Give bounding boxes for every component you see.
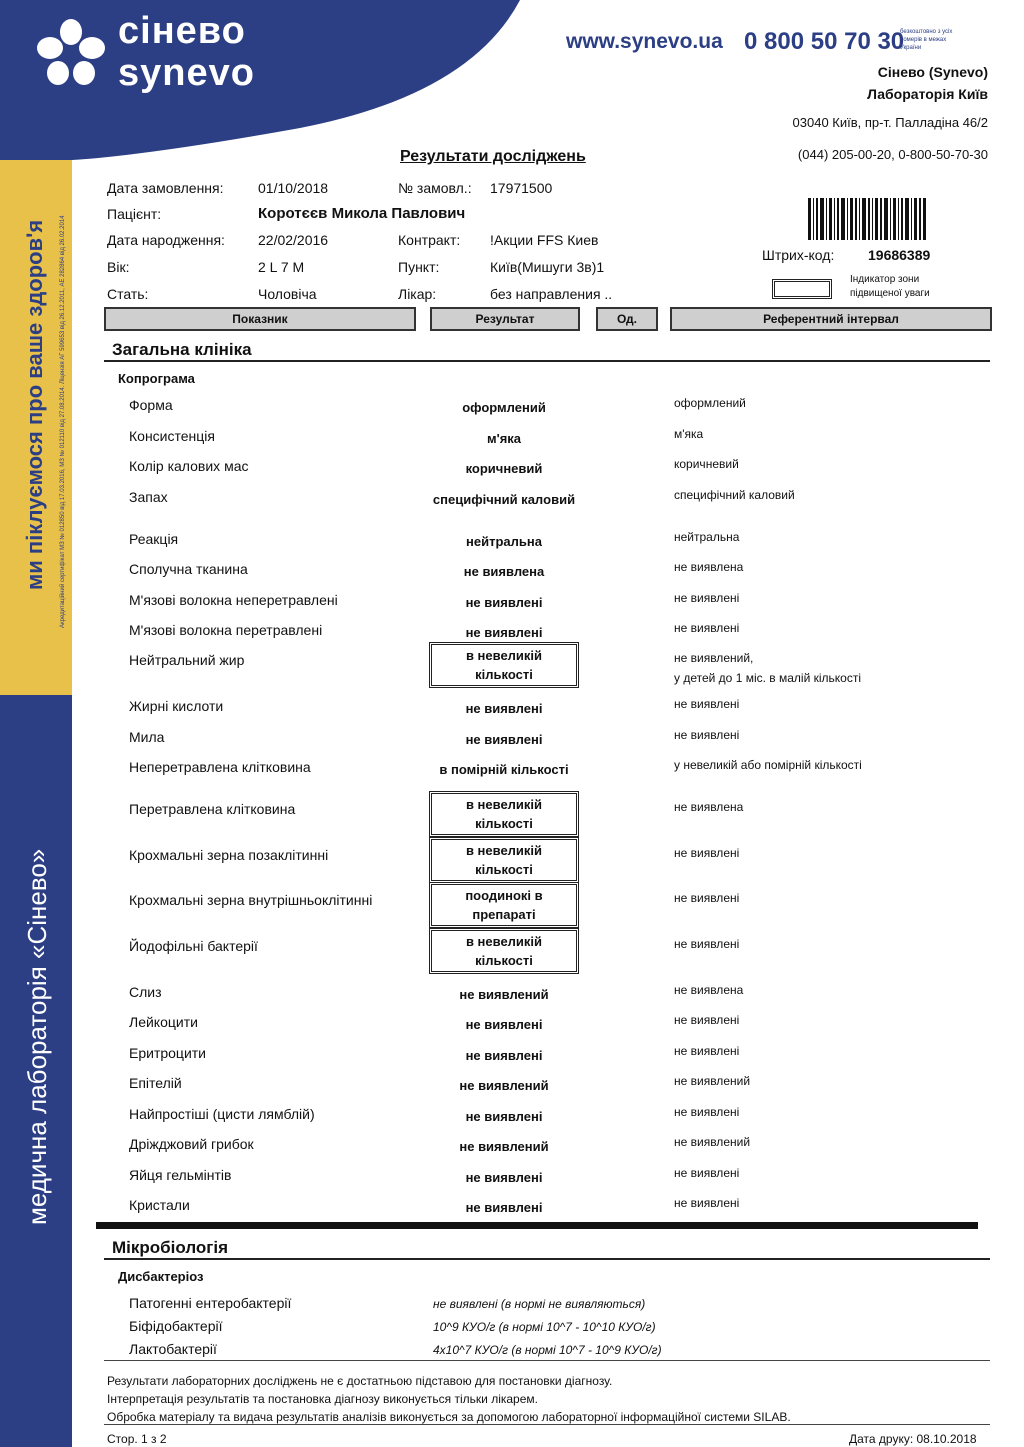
section-title-micro: Мікробіологія [112, 1238, 229, 1257]
doctor-value: без направления .. [490, 286, 613, 302]
result-text: нейтральна [466, 534, 542, 549]
reference-line: коричневий [674, 457, 739, 471]
website-link[interactable]: www.synevo.ua [566, 30, 723, 53]
micro-result-value: не виявлені (в нормі не виявляються) [433, 1297, 646, 1311]
reference-value [674, 725, 739, 745]
sex-label: Стать: [107, 286, 149, 302]
param-name: Запах [129, 489, 168, 505]
reference-value [674, 843, 739, 863]
result-value [429, 592, 579, 612]
reference-value [674, 1010, 739, 1030]
reference-value [674, 1132, 750, 1152]
result-value-flagged [429, 882, 579, 928]
param-name: Жирні кислоти [129, 698, 224, 714]
reference-value [674, 618, 739, 638]
result-value [429, 489, 579, 509]
point-label: Пункт: [398, 259, 440, 275]
attention-indicator [772, 279, 832, 299]
reference-value [674, 888, 739, 908]
param-name: Йодофільні бактерії [129, 938, 258, 954]
param-name: Реакція [129, 531, 179, 547]
result-value [429, 1045, 579, 1065]
reference-line: у невеликій або помірній кількості [674, 758, 862, 772]
footer-note-2: Інтерпретація результатів та постановка діагнозу виконується тільки лікарем. [107, 1392, 538, 1406]
reference-line: м'яка [674, 427, 704, 441]
sex-value: Чоловіча [258, 286, 317, 302]
patient-name: Коротєєв Микола Павлович [258, 205, 466, 222]
footer-rule-bottom [104, 1424, 990, 1425]
section-divider-thick [96, 1222, 978, 1229]
reference-value [674, 797, 743, 817]
param-name: Колір калових мас [129, 458, 249, 474]
dob-label: Дата народження: [107, 232, 225, 248]
result-value [429, 1014, 579, 1034]
result-text: коричневий [465, 461, 543, 476]
patient-label: Пацієнт: [107, 206, 162, 222]
result-text: в помірній кількості [439, 762, 569, 777]
param-name: М'язові волокна перетравлені [129, 622, 323, 638]
param-name: Сполучна тканина [129, 561, 248, 577]
reference-value [674, 393, 746, 413]
page-title: Результати досліджень [400, 148, 586, 165]
result-text: не виявлені [465, 1170, 543, 1185]
age-value: 2 L 7 M [258, 259, 305, 275]
result-text: не виявлені [465, 1200, 543, 1215]
result-value [429, 1136, 579, 1156]
micro-param-name: Біфідобактерії [129, 1318, 223, 1334]
reference-value [674, 1193, 739, 1213]
result-text: не виявлені [465, 1017, 543, 1032]
section-rule-micro [104, 1258, 990, 1260]
reference-value [674, 1071, 750, 1091]
result-value [429, 759, 579, 779]
param-name: Мила [129, 729, 165, 745]
micro-result-value: 4x10^7 КУО/г (в нормі 10^7 - 10^9 КУО/г) [433, 1343, 662, 1357]
reference-value [674, 557, 743, 577]
subsection-dysbacteriosis: Дисбактеріоз [118, 1269, 204, 1284]
result-value [429, 1075, 579, 1095]
reference-line: не виявлені [674, 1105, 740, 1119]
section-title-general: Загальна клініка [112, 340, 252, 359]
reference-line: не виявлені [674, 1013, 740, 1027]
reference-line: не виявлений [674, 1135, 751, 1149]
order-date-label: Дата замовлення: [107, 180, 224, 196]
reference-line-2: у детей до 1 міс. в малій кількості [674, 671, 862, 685]
reference-line: не виявлена [674, 800, 744, 814]
reference-line: не виявлена [674, 560, 744, 574]
reference-value [674, 1163, 739, 1183]
result-value [429, 397, 579, 417]
brand-name-ua: сінево [118, 10, 246, 52]
footer-rule-top [104, 1360, 990, 1361]
result-value [429, 698, 579, 718]
result-value [429, 531, 579, 551]
reference-value [674, 527, 739, 547]
result-text: в невеликій кількості [465, 843, 543, 877]
reference-line: не виявлені [674, 846, 740, 860]
reference-line: не виявлена [674, 983, 744, 997]
reference-value [674, 648, 861, 688]
reference-line: нейтральна [674, 530, 740, 544]
subsection-coprogram: Копрограма [118, 371, 195, 386]
print-date: Дата друку: 08.10.2018 [849, 1432, 977, 1446]
doctor-label: Лікар: [398, 286, 437, 302]
reference-value [674, 694, 739, 714]
reference-line: не виявлені [674, 697, 740, 711]
sidebar-lab-name: медична лабораторія «Сінево» [22, 848, 52, 1225]
reference-line: специфічний каловий [674, 488, 795, 502]
barcode-value: 19686389 [868, 247, 931, 263]
order-no: 17971500 [490, 180, 553, 196]
col-header-unit: Од. [596, 307, 658, 331]
param-name: Консистенція [129, 428, 215, 444]
param-name: Еритроцити [129, 1045, 206, 1061]
lab-address: 03040 Київ, пр-т. Палладіна 46/2 [792, 115, 988, 130]
param-name: Дріжджовий грибок [129, 1136, 254, 1152]
result-text: не виявлені [465, 1048, 543, 1063]
order-no-label: № замовл.: [398, 180, 472, 196]
result-text: в невеликій кількості [465, 934, 543, 968]
reference-value [674, 424, 703, 444]
result-text: не виявлені [465, 701, 543, 716]
result-value [429, 428, 579, 448]
param-name: Слиз [129, 984, 162, 1000]
footer-note-1: Результати лабораторних досліджень не є достатньою підставою для постановки діагнозу. [107, 1374, 613, 1388]
reference-line: не виявлені [674, 1044, 740, 1058]
hotline-phone: 0 800 50 70 30 [744, 28, 905, 55]
attention-indicator-label: Індикатор зони підвищеної уваги [850, 274, 930, 299]
reference-line: не виявлені [674, 891, 740, 905]
result-value [429, 1167, 579, 1187]
param-name: Лейкоцити [129, 1014, 198, 1030]
order-date: 01/10/2018 [258, 180, 329, 196]
reference-value [674, 485, 795, 505]
sidebar-slogan: ми піклуємося про ваше здоров'я [22, 219, 47, 590]
barcode-icon [808, 198, 926, 240]
point-value: Київ(Мишуги 3в)1 [490, 259, 605, 275]
lab-phones: (044) 205-00-20, 0-800-50-70-30 [797, 147, 988, 162]
contract-label: Контракт: [398, 232, 461, 248]
reference-line: не виявлені [674, 728, 740, 742]
hotline-note: безкоштовно з усіх номерів в межах України [900, 29, 953, 51]
result-value [429, 622, 579, 642]
footer-note-3: Обробка матеріалу та видача результатів аналізів виконується за допомогою лабораторної інформаційної системи SILAB. [107, 1410, 791, 1424]
dob-value: 22/02/2016 [258, 232, 329, 248]
reference-value [674, 588, 739, 608]
result-text: не виявлений [459, 1078, 549, 1093]
param-name: Найпростіші (цисти лямблій) [129, 1106, 315, 1122]
section-rule-general [104, 360, 990, 362]
reference-line: не виявлений [674, 1074, 751, 1088]
micro-param-name: Патогенні ентеробактерії [129, 1295, 292, 1311]
param-name: Епітелій [129, 1075, 182, 1091]
result-text: не виявлені [465, 595, 543, 610]
reference-value [674, 1102, 739, 1122]
reference-value [674, 934, 739, 954]
logo-flower-icon [36, 18, 106, 88]
reference-line: оформлений [674, 396, 746, 410]
param-name: Перетравлена клітковина [129, 801, 296, 817]
param-name: Неперетравлена клітковина [129, 759, 311, 775]
result-text: в невеликій кількості [465, 648, 543, 682]
result-text: не виявлений [459, 1139, 549, 1154]
micro-result-value: 10^9 КУО/г (в нормі 10^7 - 10^10 КУО/г) [433, 1320, 656, 1334]
param-name: Форма [129, 397, 173, 413]
col-header-param: Показник [104, 307, 416, 331]
result-text: м'яка [486, 431, 522, 446]
reference-line: не виявлені [674, 1166, 740, 1180]
param-name: М'язові волокна неперетравлені [129, 592, 338, 608]
contract-value: !Акции FFS Киев [490, 232, 599, 248]
result-text: поодинокі в препараті [465, 888, 543, 922]
brand-name-lat: synevo [118, 52, 255, 94]
result-value [429, 1106, 579, 1126]
result-value [429, 458, 579, 478]
barcode-label: Штрих-код: [762, 247, 835, 263]
age-label: Вік: [107, 259, 130, 275]
reference-line: не виявлені [674, 591, 740, 605]
param-name: Крохмальні зерна внутрішньоклітинні [129, 892, 373, 908]
reference-line: не виявлений, [674, 651, 754, 665]
result-value-flagged [429, 642, 579, 688]
result-text: в невеликій кількості [465, 797, 543, 831]
result-text: не виявлена [463, 564, 545, 579]
sidebar-license: Акредитаційний сертифікат МЗ № 012850 від 17.03.2016, МЗ № 012110 від 27.08.2014. Ліцензія АГ 599653 від 26.12.2011, АЕ 282864 від 26.02.2014 [60, 215, 66, 628]
result-text: оформлений [462, 400, 546, 415]
reference-line: не виявлені [674, 937, 740, 951]
param-name: Яйця гельмінтів [129, 1167, 232, 1183]
reference-line: не виявлені [674, 1196, 740, 1210]
lab-name-2: Лабораторія Київ [867, 86, 988, 102]
result-text: не виявлені [465, 1109, 543, 1124]
param-name: Кристали [129, 1197, 190, 1213]
result-text: не виявлені [465, 625, 543, 640]
result-value-flagged [429, 837, 579, 883]
param-name: Нейтральний жир [129, 652, 245, 668]
param-name: Крохмальні зерна позаклітинні [129, 847, 329, 863]
reference-value [674, 1041, 739, 1061]
result-value [429, 984, 579, 1004]
reference-line: не виявлені [674, 621, 740, 635]
result-value [429, 561, 579, 581]
micro-param-name: Лактобактерії [129, 1341, 217, 1357]
page-number: Стор. 1 з 2 [107, 1432, 167, 1446]
result-value [429, 729, 579, 749]
lab-name-1: Сінево (Synevo) [877, 64, 988, 80]
reference-value [674, 755, 862, 775]
result-value-flagged [429, 791, 579, 837]
result-text: не виявлений [459, 987, 549, 1002]
reference-value [674, 980, 743, 1000]
col-header-result: Результат [430, 307, 580, 331]
result-value-flagged [429, 928, 579, 974]
result-text: не виявлені [465, 732, 543, 747]
result-text: специфічний калoвий [432, 492, 576, 507]
col-header-ref: Референтний інтервал [670, 307, 992, 331]
reference-value [674, 454, 739, 474]
result-value [429, 1197, 579, 1217]
